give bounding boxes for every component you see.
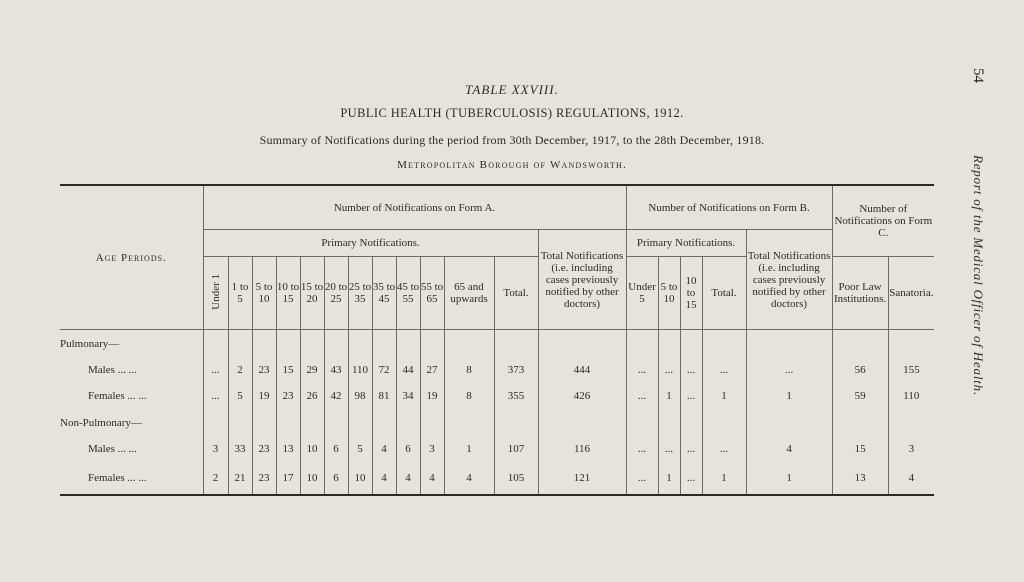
table-cell: 33 bbox=[228, 436, 252, 462]
column-header: 10 to 15 bbox=[680, 257, 702, 330]
row-label bbox=[60, 357, 203, 383]
column-header: 55 to 65 bbox=[420, 257, 444, 330]
section-row bbox=[60, 409, 934, 436]
table-cell: ... bbox=[658, 436, 680, 462]
table-body bbox=[60, 330, 934, 496]
row-label bbox=[60, 383, 203, 409]
empty-cell bbox=[832, 330, 888, 358]
table-title: TABLE XXVIII. bbox=[465, 82, 559, 97]
table-cell: ... bbox=[626, 436, 658, 462]
table-cell: 2 bbox=[203, 462, 228, 495]
column-header: Under 5 bbox=[626, 257, 658, 330]
table-cell: 43 bbox=[324, 357, 348, 383]
table-row bbox=[60, 383, 934, 409]
empty-cell bbox=[680, 330, 702, 358]
table-cell: 155 bbox=[888, 357, 934, 383]
table-subtitle: PUBLIC HEALTH (TUBERCULOSIS) REGULATIONS, 1912. bbox=[340, 106, 684, 120]
empty-cell bbox=[746, 330, 832, 358]
table-cell: 110 bbox=[348, 357, 372, 383]
empty-cell bbox=[396, 330, 420, 358]
column-header: 15 to 20 bbox=[300, 257, 324, 330]
table-cell: 444 bbox=[538, 357, 626, 383]
table-cell: 4 bbox=[420, 462, 444, 495]
column-header: 5 to 10 bbox=[252, 257, 276, 330]
table-cell: 6 bbox=[324, 436, 348, 462]
column-header: 5 to 10 bbox=[658, 257, 680, 330]
table-cell: ... bbox=[702, 436, 746, 462]
table-cell: ... bbox=[680, 383, 702, 409]
empty-cell bbox=[276, 330, 300, 358]
empty-cell bbox=[746, 409, 832, 436]
table-cell: 4 bbox=[444, 462, 494, 495]
empty-cell bbox=[444, 330, 494, 358]
table-row bbox=[60, 462, 934, 495]
table-cell: 4 bbox=[396, 462, 420, 495]
total-incl-a-header: Total Notifications (i.e. including cases previously notified by other doctors) bbox=[538, 230, 626, 330]
empty-cell bbox=[702, 330, 746, 358]
column-header: 20 to 25 bbox=[324, 257, 348, 330]
table-cell: 21 bbox=[228, 462, 252, 495]
table-cell: 4 bbox=[372, 462, 396, 495]
table-cell: 34 bbox=[396, 383, 420, 409]
running-title: Report of the Medical Officer of Health. bbox=[971, 155, 986, 397]
empty-cell bbox=[252, 409, 276, 436]
page-number: 54 bbox=[970, 68, 986, 83]
age-periods-header: Age Periods. bbox=[60, 185, 203, 330]
table-cell: ... bbox=[203, 383, 228, 409]
table-cell: 5 bbox=[228, 383, 252, 409]
form-b-header: Number of Notifications on Form B. bbox=[626, 185, 832, 230]
column-header: 1 to 5 bbox=[228, 257, 252, 330]
table-cell: 426 bbox=[538, 383, 626, 409]
table-cell: 17 bbox=[276, 462, 300, 495]
table-cell: 121 bbox=[538, 462, 626, 495]
table-cell: 1 bbox=[444, 436, 494, 462]
column-header: Poor Law Institutions. bbox=[832, 257, 888, 330]
table-cell: 59 bbox=[832, 383, 888, 409]
empty-cell bbox=[203, 330, 228, 358]
table-cell: 19 bbox=[252, 383, 276, 409]
table-cell: 110 bbox=[888, 383, 934, 409]
empty-cell bbox=[658, 330, 680, 358]
table-cell: ... bbox=[680, 357, 702, 383]
table-cell: 72 bbox=[372, 357, 396, 383]
table-cell: 13 bbox=[276, 436, 300, 462]
empty-cell bbox=[658, 409, 680, 436]
empty-cell bbox=[228, 330, 252, 358]
empty-cell bbox=[626, 409, 658, 436]
table-cell: ... bbox=[680, 462, 702, 495]
table-cell: 3 bbox=[420, 436, 444, 462]
table-cell: 56 bbox=[832, 357, 888, 383]
empty-cell bbox=[300, 409, 324, 436]
row-label bbox=[60, 436, 203, 462]
table-summary: Summary of Notifications during the period from 30th December, 1917, to the 28th December, 1918. bbox=[259, 133, 765, 147]
empty-cell bbox=[372, 409, 396, 436]
column-header: Sanatoria. bbox=[888, 257, 934, 330]
table-cell: 8 bbox=[444, 383, 494, 409]
empty-cell bbox=[203, 409, 228, 436]
table-cell: 23 bbox=[252, 436, 276, 462]
form-c-header: Number of Notifications on Form C. bbox=[832, 185, 934, 257]
table-cell: 44 bbox=[396, 357, 420, 383]
empty-cell bbox=[300, 330, 324, 358]
borough-name: Metropolitan Borough of Wandsworth. bbox=[397, 159, 627, 171]
table-cell: 1 bbox=[658, 383, 680, 409]
column-header-label: Under 1 bbox=[209, 273, 222, 310]
section-label: Pulmonary— bbox=[60, 337, 120, 350]
row-label bbox=[60, 462, 203, 495]
primary-notifications-header: Primary Notifications. bbox=[203, 230, 538, 257]
table-cell: 10 bbox=[300, 462, 324, 495]
section-row bbox=[60, 330, 934, 358]
table-cell: 19 bbox=[420, 383, 444, 409]
table-cell: 6 bbox=[396, 436, 420, 462]
table-cell: 2 bbox=[228, 357, 252, 383]
table-row bbox=[60, 357, 934, 383]
empty-cell bbox=[494, 409, 538, 436]
table-cell: 1 bbox=[746, 462, 832, 495]
empty-cell bbox=[276, 409, 300, 436]
table-cell: ... bbox=[203, 357, 228, 383]
empty-cell bbox=[372, 330, 396, 358]
table-cell: 5 bbox=[348, 436, 372, 462]
row-label-text: Males ... ... bbox=[88, 443, 137, 455]
empty-cell bbox=[324, 330, 348, 358]
row-label-text: Females ... ... bbox=[88, 472, 147, 484]
table-cell: 98 bbox=[348, 383, 372, 409]
total-incl-b-header: Total Notifications (i.e. including cases previously notified by other doctors) bbox=[746, 230, 832, 330]
empty-cell bbox=[420, 409, 444, 436]
table-cell: 8 bbox=[444, 357, 494, 383]
table-cell: 4 bbox=[888, 462, 934, 495]
empty-cell bbox=[832, 409, 888, 436]
table-cell: 10 bbox=[348, 462, 372, 495]
row-label-text: Females ... ... bbox=[88, 390, 147, 402]
empty-cell bbox=[396, 409, 420, 436]
table-cell: 23 bbox=[252, 357, 276, 383]
table-cell: 3 bbox=[888, 436, 934, 462]
column-header: 10 to 15 bbox=[276, 257, 300, 330]
notifications-table bbox=[60, 184, 934, 496]
empty-cell bbox=[702, 409, 746, 436]
form-a-header: Number of Notifications on Form A. bbox=[203, 185, 626, 230]
table-cell: 4 bbox=[746, 436, 832, 462]
column-header: 35 to 45 bbox=[372, 257, 396, 330]
empty-cell bbox=[888, 409, 934, 436]
table-cell: 15 bbox=[276, 357, 300, 383]
column-header: 65 and upwards bbox=[444, 257, 494, 330]
table-cell: 10 bbox=[300, 436, 324, 462]
table-cell: 1 bbox=[746, 383, 832, 409]
primary-b-header: Primary Notifications. bbox=[626, 230, 746, 257]
table-cell: 1 bbox=[702, 383, 746, 409]
table-cell: ... bbox=[680, 436, 702, 462]
table-cell: 6 bbox=[324, 462, 348, 495]
table-cell: ... bbox=[626, 462, 658, 495]
row-label-text: Males ... ... bbox=[88, 364, 137, 376]
empty-cell bbox=[626, 330, 658, 358]
table-cell: 23 bbox=[276, 383, 300, 409]
table-row bbox=[60, 436, 934, 462]
empty-cell bbox=[348, 330, 372, 358]
table-cell: ... bbox=[658, 357, 680, 383]
table-cell: 15 bbox=[832, 436, 888, 462]
side-margin bbox=[966, 60, 986, 480]
table-cell: 1 bbox=[702, 462, 746, 495]
column-header bbox=[203, 257, 228, 330]
table-cell: 23 bbox=[252, 462, 276, 495]
table-cell: ... bbox=[626, 383, 658, 409]
empty-cell bbox=[444, 409, 494, 436]
table-cell: 3 bbox=[203, 436, 228, 462]
table-cell: 81 bbox=[372, 383, 396, 409]
column-header: Total. bbox=[494, 257, 538, 330]
empty-cell bbox=[348, 409, 372, 436]
empty-cell bbox=[252, 330, 276, 358]
table-cell: 42 bbox=[324, 383, 348, 409]
column-header: 45 to 55 bbox=[396, 257, 420, 330]
table-cell: 4 bbox=[372, 436, 396, 462]
table-cell: ... bbox=[702, 357, 746, 383]
column-header: Total. bbox=[702, 257, 746, 330]
table-cell: 373 bbox=[494, 357, 538, 383]
table-cell: ... bbox=[626, 357, 658, 383]
empty-cell bbox=[324, 409, 348, 436]
section-label: Non-Pulmonary— bbox=[60, 416, 142, 429]
column-header: 25 to 35 bbox=[348, 257, 372, 330]
table-cell: ... bbox=[746, 357, 832, 383]
empty-cell bbox=[680, 409, 702, 436]
empty-cell bbox=[888, 330, 934, 358]
empty-cell bbox=[228, 409, 252, 436]
empty-cell bbox=[538, 409, 626, 436]
empty-cell bbox=[420, 330, 444, 358]
table-cell: 1 bbox=[658, 462, 680, 495]
table-cell: 26 bbox=[300, 383, 324, 409]
table-cell: 105 bbox=[494, 462, 538, 495]
table-cell: 27 bbox=[420, 357, 444, 383]
table-cell: 355 bbox=[494, 383, 538, 409]
table-cell: 29 bbox=[300, 357, 324, 383]
empty-cell bbox=[494, 330, 538, 358]
empty-cell bbox=[538, 330, 626, 358]
table-cell: 13 bbox=[832, 462, 888, 495]
table-cell: 107 bbox=[494, 436, 538, 462]
table-cell: 116 bbox=[538, 436, 626, 462]
